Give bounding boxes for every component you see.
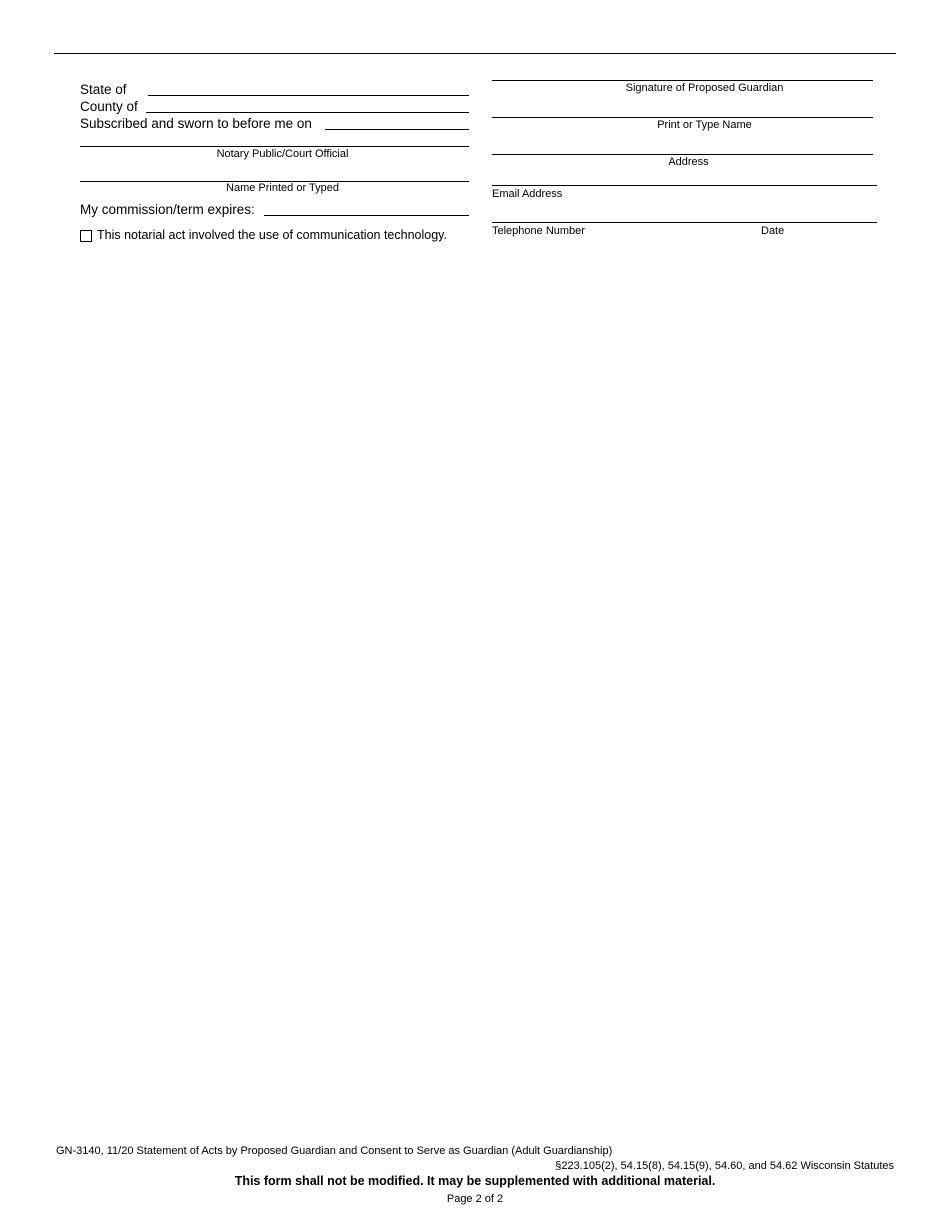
telephone-label: Telephone Number <box>492 225 585 237</box>
guardian-signature-label: Signature of Proposed Guardian <box>625 82 784 94</box>
notary-official-label: Notary Public/Court Official <box>216 148 349 160</box>
subscribed-date-field[interactable] <box>325 129 469 130</box>
commission-label: My commission/term expires: <box>80 202 255 217</box>
state-label: State of <box>80 82 127 97</box>
name-printed-label: Name Printed or Typed <box>226 182 339 194</box>
email-label: Email Address <box>492 188 563 200</box>
top-rule <box>54 53 896 54</box>
address-line[interactable] <box>492 154 873 155</box>
county-field[interactable] <box>146 112 469 113</box>
commission-expires-field[interactable] <box>264 215 469 216</box>
telephone-date-line[interactable] <box>492 222 877 223</box>
notice: This form shall not be modified. It may be supplemented with additional material. <box>234 1174 716 1188</box>
guardian-signature-line[interactable] <box>492 80 873 81</box>
form-id: GN-3140, 11/20 Statement of Acts by Proposed Guardian and Consent to Serve as Guardian (Adult Guardianship) <box>56 1145 613 1157</box>
print-name-line[interactable] <box>492 117 873 118</box>
communication-tech-label: This notarial act involved the use of communication technology. <box>97 228 447 242</box>
print-name-label: Print or Type Name <box>657 119 752 131</box>
address-label: Address <box>668 156 709 168</box>
page-number: Page 2 of 2 <box>446 1193 504 1205</box>
communication-tech-checkbox[interactable] <box>80 230 92 242</box>
statutes: §223.105(2), 54.15(8), 54.15(9), 54.60, and 54.62 Wisconsin Statutes <box>555 1160 894 1172</box>
subscribed-label: Subscribed and sworn to before me on <box>80 116 312 131</box>
state-field[interactable] <box>148 95 469 96</box>
county-label: County of <box>80 99 138 114</box>
email-line[interactable] <box>492 185 877 186</box>
date-label: Date <box>761 225 785 237</box>
notary-signature-line[interactable] <box>80 146 469 147</box>
